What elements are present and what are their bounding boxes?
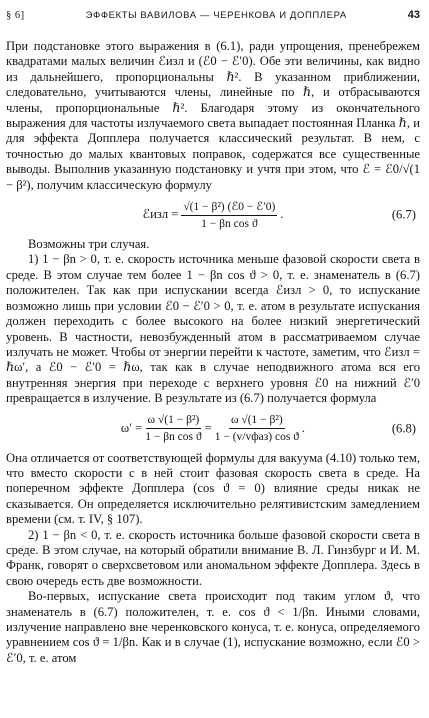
running-header [6, 9, 420, 27]
equation-6-8-fraction-1 [145, 413, 201, 444]
equation-6-8-number: (6.8) [391, 420, 416, 435]
equation-6-8-denominator-1: 1 − βn cos ϑ [145, 431, 202, 444]
paragraph-case-2: 2) 1 − βn < 0, т. е. скорость источника больше фазовой скорости света в среде. В этом случае, на который обратили внимание В. Л. Гинзбург и И. М. Франк, говорят о сверхсветовом или аномальном эффекте Допплера. Здесь в свою очередь есть две возможности. [6, 527, 420, 588]
equation-6-8-denominator-2: 1 − (v/vфаз) cos ϑ [214, 431, 299, 444]
page-number: 43 [407, 9, 420, 21]
equation-6-8-numerator-2: ω √(1 − β²) [229, 413, 285, 429]
section-marker: § 6] [6, 10, 25, 21]
paragraph-first-possibility: Во-первых, испускание света происходит под таким углом ϑ, что знаменатель в (6.7) положителен, т. е. cos ϑ < 1/βn. Иными словами, излучение направлено вне черенковского конуса, т. е. конуса, определяемого уравнением cos ϑ = 1/βn. Как и в случае (1), испускание возможно, если ℰ0 > ℰ′0, т. е. атом [6, 589, 420, 665]
paragraph-three-cases: Возможны три случая. [28, 237, 150, 252]
equation-6-8 [6, 407, 420, 451]
equation-6-7 [6, 193, 420, 237]
equation-6-7-denominator: 1 − βn cos ϑ [201, 217, 258, 230]
paragraph-intro: При подстановке этого выражения в (6.1), ради упрощения, пренебрежем квадратами малых величин ℰизл и (ℰ0 − ℰ′0). Обе эти величины, как видно из дальнейшего, пропорциональны ℏ². В указанном приближении, следовательно, учитываются члены, линейные по ℏ, и отбрасываются члены, пропорциональные ℏ². Благодаря этому из окончательного выражения для частоты излучаемого света выпадает постоянная Планка ℏ, и для эффекта Допплера получается классический результат. В нем, с точностью до малых квантовых поправок, содержатся все существенные выводы. Выполнив указанную подстановку и учтя при этом, что ℰ = ℰ0/√(1 − β²), получим классическую формулу [6, 39, 420, 192]
equation-6-7-lhs: ℰизл = [142, 207, 179, 222]
book-page [6, 9, 420, 666]
equation-6-8-lhs: ω′ = [120, 420, 143, 435]
running-title: ЭФФЕКТЫ ВАВИЛОВА — ЧЕРЕНКОВА И ДОППЛЕРА [85, 10, 347, 21]
equation-6-7-numerator: √(1 − β²) (ℰ0 − ℰ′0) [181, 200, 277, 216]
paragraph-case-1: 1) 1 − βn > 0, т. е. скорость источника меньше фазовой скорости света в среде. В этом случае тем более 1 − βn cos ϑ > 0, т. е. знаменатель в (6.7) положителен. Так как при испускании всегда ℰизл > 0, то испускание возможно лишь при условии ℰ0 − ℰ′0 > 0, т. е. атом в результате испускания должен переходить с более высокого на более низкий энергетический уровень. В частности, невозбужденный атом в рассматриваемом случае излучать не может. Чтобы от энергии перейти к частоте, заметим, что ℰизл = ℏω′, а ℰ0 − ℰ′0 = ℏω, так как в случае неподвижного атома вся его внутренняя энергия при переходе с верхнего уровня ℰ0 на нижний ℰ′0 превращается в излучение. В результате из (6.7) получается формула [6, 252, 420, 406]
equation-6-8-tail: . [301, 420, 306, 435]
equation-6-8-equals: = [204, 420, 212, 435]
equation-6-8-fraction-2 [215, 413, 299, 444]
equation-6-7-number: (6.7) [391, 207, 416, 222]
paragraph-vacuum-comparison: Она отличается от соответствующей формулы для вакуума (4.10) только тем, что вместо скорости c в ней стоит фазовая скорость света в среде. На поперечном эффекте Допплера (cos ϑ = 0) влияние среды никак не сказывается. Он определяется исключительно релятивистским замедлением времени (см. т. IV, § 107). [6, 450, 420, 527]
equation-6-7-fraction [181, 200, 277, 231]
equation-6-8-numerator-1: ω √(1 − β²) [146, 413, 202, 429]
equation-6-7-tail: . [280, 207, 284, 222]
